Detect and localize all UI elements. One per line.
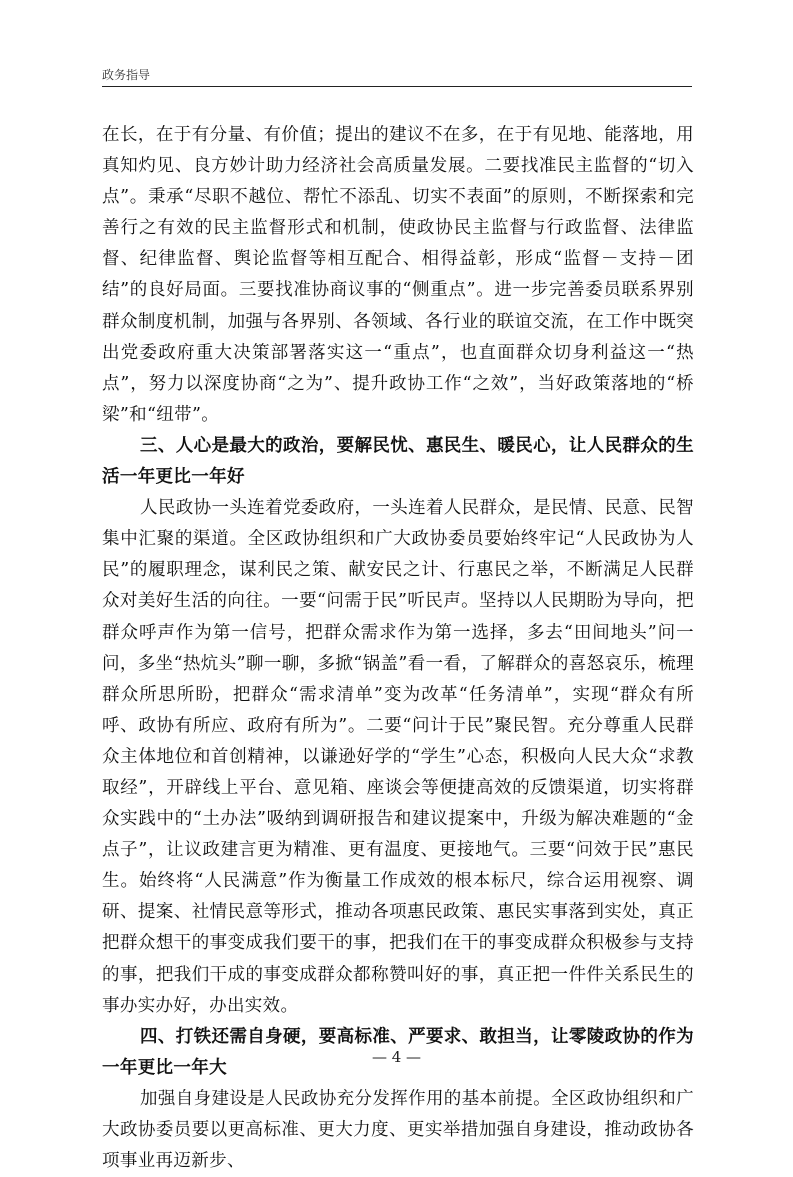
- running-header: 政务指导: [102, 68, 151, 82]
- body-paragraph: 加强自身建设是人民政协充分发挥作用的基本前提。全区政协组织和广大政协委员要以更高标准、更大力度、更实举措加强自身建设，推动政协各项事业再迈新步、: [102, 1088, 694, 1172]
- body-paragraph: 人民政协一头连着党委政府，一头连着人民群众，是民情、民意、民智集中汇聚的渠道。全区政协组织和广大政协委员要始终牢记“人民政协为人民”的履职理念，谋利民之策、献安民之计、行惠民之举，不断满足人民群众对美好生活的向往。一要“问需于民”听民声。坚持以人民期盼为导向，把群众呼声作为第一信号，把群众需求作为第一选择，多去“田间地头”问一问，多坐“热炕头”聊一聊，多掀“锅盖”看一看，了解群众的喜怒哀乐，梳理群众所思所盼，把群众“需求清单”变为改革“任务清单”，实现“群众有所呼、政协有所应、政府有所为”。二要“问计于民”聚民智。充分尊重人民群众主体地位和首创精神，以谦逊好学的“学生”心态，积极向人民大众“求教取经”，开辟线上平台、意见箱、座谈会等便捷高效的反馈渠道，切实将群众实践中的“土办法”吸纳到调研报告和建议提案中，升级为解决难题的“金点子”，让议政建言更为精准、更有温度、更接地气。三要“问效于民”惠民生。始终将“人民满意”作为衡量工作成效的根本标尺，综合运用视察、调研、提案、社情民意等形式，推动各项惠民政策、惠民实事落到实处，真正把群众想干的事变成我们要干的事，把我们在干的事变成群众积极参与支持的事，把我们干成的事变成群众都称赞叫好的事，真正把一件件关系民生的事办实办好，办出实效。: [102, 498, 694, 1016]
- page-number: — 4 —: [371, 1048, 422, 1066]
- section-heading: 四、打铁还需自身硬，要高标准、严要求、敢担当，让零陵政协的作为一年更比一年大: [102, 1026, 694, 1078]
- header-rule: [102, 86, 692, 87]
- document-body: [102, 120, 694, 1177]
- section-heading: 三、人心是最大的政治，要解民忧、惠民生、暖民心，让人民群众的生活一年更比一年好: [102, 435, 694, 488]
- body-paragraph: 在长，在于有分量、有价值；提出的建议不在多，在于有见地、能落地，用真知灼见、良方妙计助力经济社会高质量发展。二要找准民主监督的“切入点”。秉承“尽职不越位、帮忙不添乱、切实不表面”的原则，不断探索和完善行之有效的民主监督形式和机制，使政协民主监督与行政监督、法律监督、纪律监督、舆论监督等相互配合、相得益彰，形成“监督－支持－团结”的良好局面。三要找准协商议事的“侧重点”。进一步完善委员联系界别群众制度机制，加强与各界别、各领域、各行业的联谊交流，在工作中既突出党委政府重大决策部署落实这一“重点”，也直面群众切身利益这一“热点”，努力以深度协商“之为”、提升政协工作“之效”，当好政策落地的“桥梁”和“纽带”。: [102, 125, 694, 425]
